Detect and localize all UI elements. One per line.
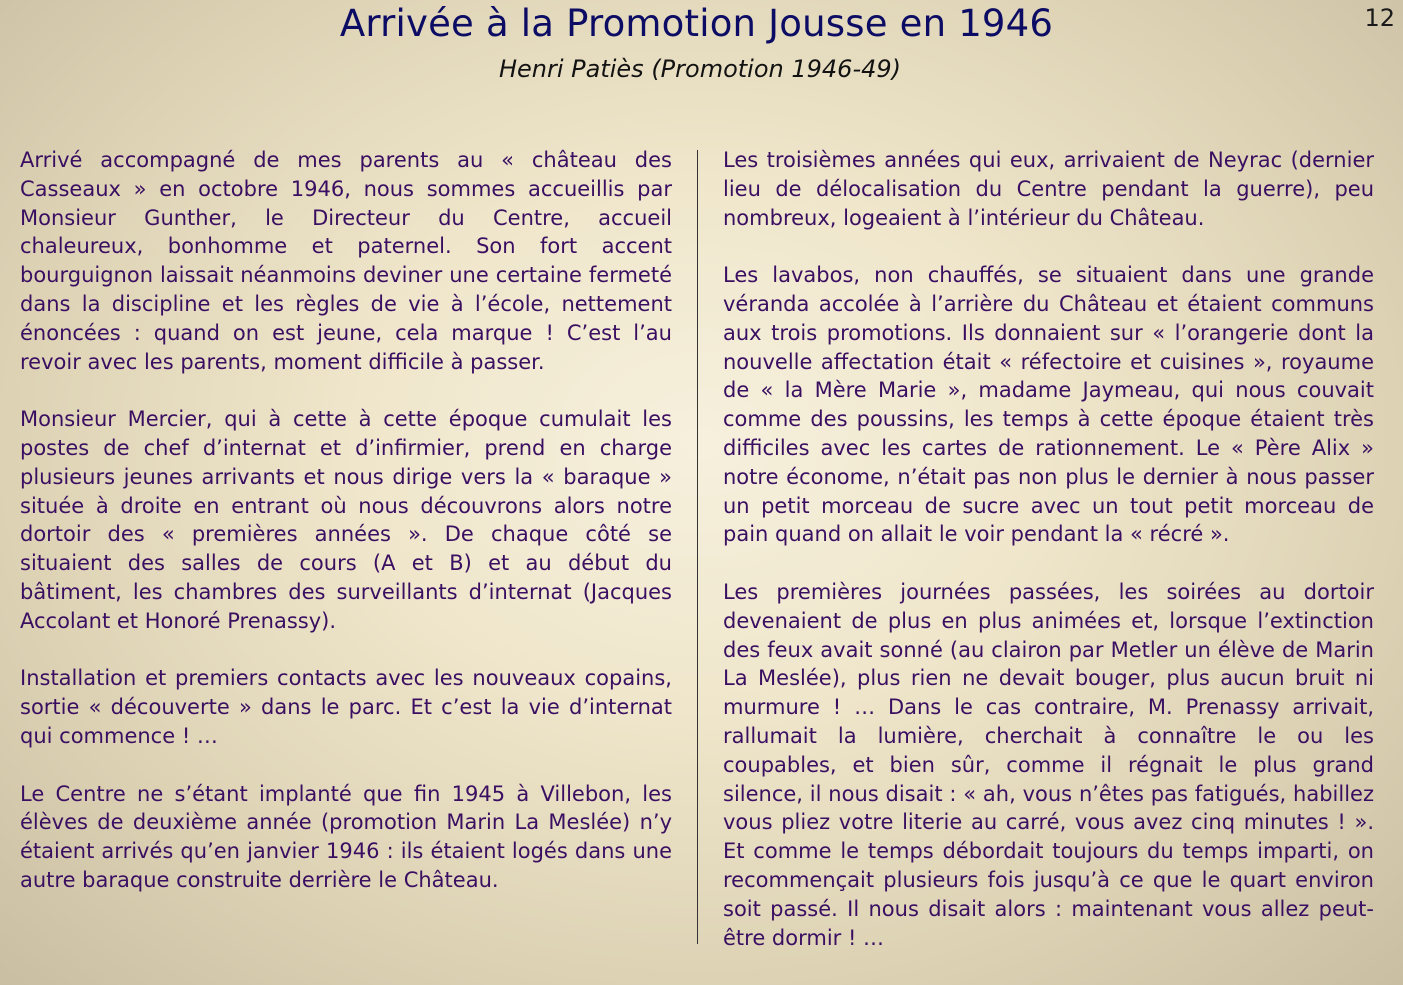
left-column xyxy=(20,146,672,895)
page-number: 12 xyxy=(1364,4,1395,32)
column-divider xyxy=(697,150,698,944)
right-paragraph-1: Les troisièmes années qui eux, arrivaient de Neyrac (dernier lieu de délocalisation du Centre pendant la guerre), peu nombreux, logeaient à l’intérieur du Château. xyxy=(723,148,1374,230)
left-paragraph-3: Installation et premiers contacts avec les nouveaux copains, sortie « découverte » dans le parc. Et c’est la vie d’internat qui commence ! … xyxy=(20,666,672,748)
right-column xyxy=(723,146,1374,952)
page-title: Arrivée à la Promotion Jousse en 1946 xyxy=(339,2,1054,45)
left-paragraph-4: Le Centre ne s’étant implanté que fin 1945 à Villebon, les élèves de deuxième année (promotion Marin La Meslée) n’y étaient arrivés qu’en janvier 1946 : ils étaient logés dans une autre baraque construite derrière le Château. xyxy=(20,781,672,892)
left-paragraph-1: Arrivé accompagné de mes parents au « château des Casseaux » en octobre 1946, nous sommes accueillis par Monsieur Gunther, le Directeur du Centre, accueil chaleureux, bonhomme et paternel. Son fort accent bourguignon laissait néanmoins deviner une certaine fermeté dans la discipline et les règles de vie à l’école, nettement énoncées : quand on est jeune, cela marque ! C’est l’au revoir avec les parents, moment difficile à passer. xyxy=(20,148,672,374)
right-paragraph-2: Les lavabos, non chauffés, se situaient dans une grande véranda accolée à l’arrière du Château et étaient communs aux trois promotions. Ils donnaient sur « l’orangerie dont la nouvelle affectation était « réfectoire et cuisines », royaume de « la Mère Marie », madame Jaymeau, qui nous couvait comme des poussins, les temps à cette époque étaient très difficiles avec les cartes de rationnement. Le « Père Alix » notre économe, n’était pas non plus le dernier à nous passer un petit morceau de sucre avec un tout petit morceau de pain quand on allait le voir pendant la « récré ». xyxy=(723,263,1374,547)
right-paragraph-3: Les premières journées passées, les soirées au dortoir devenaient de plus en plus animées et, lorsque l’extinction des feux avait sonné (au clairon par Metler un élève de Marin La Meslée), plus rien ne devait bouger, plus aucun bruit ni murmure ! … Dans le cas contraire, M. Prenassy arrivait, rallumait la lumière, cherchait à connaître le ou les coupables, et bien sûr, comme il régnait le plus grand silence, il nous disait : « ah, vous n’êtes pas fatigués, habillez vous pliez votre literie au carré, vous avez cinq minutes ! ». Et comme le temps débordait toujours du temps imparti, on recommençait plusieurs fois jusqu’à ce que le quart environ soit passé. Il nous disait alors : maintenant vous allez peut-être dormir ! … xyxy=(723,579,1374,950)
left-paragraph-2: Monsieur Mercier, qui à cette à cette époque cumulait les postes de chef d’internat et d’infirmier, prend en charge plusieurs jeunes arrivants et nous dirige vers la « baraque » située à droite en entrant où nous découvrons alors notre dortoir des « premières années ». De chaque côté se situaient des salles de cours (A et B) et au début du bâtiment, les chambres des surveillants d’internat (Jacques Accolant et Honoré Prenassy). xyxy=(20,407,672,633)
page-subtitle: Henri Patiès (Promotion 1946-49) xyxy=(498,55,902,83)
